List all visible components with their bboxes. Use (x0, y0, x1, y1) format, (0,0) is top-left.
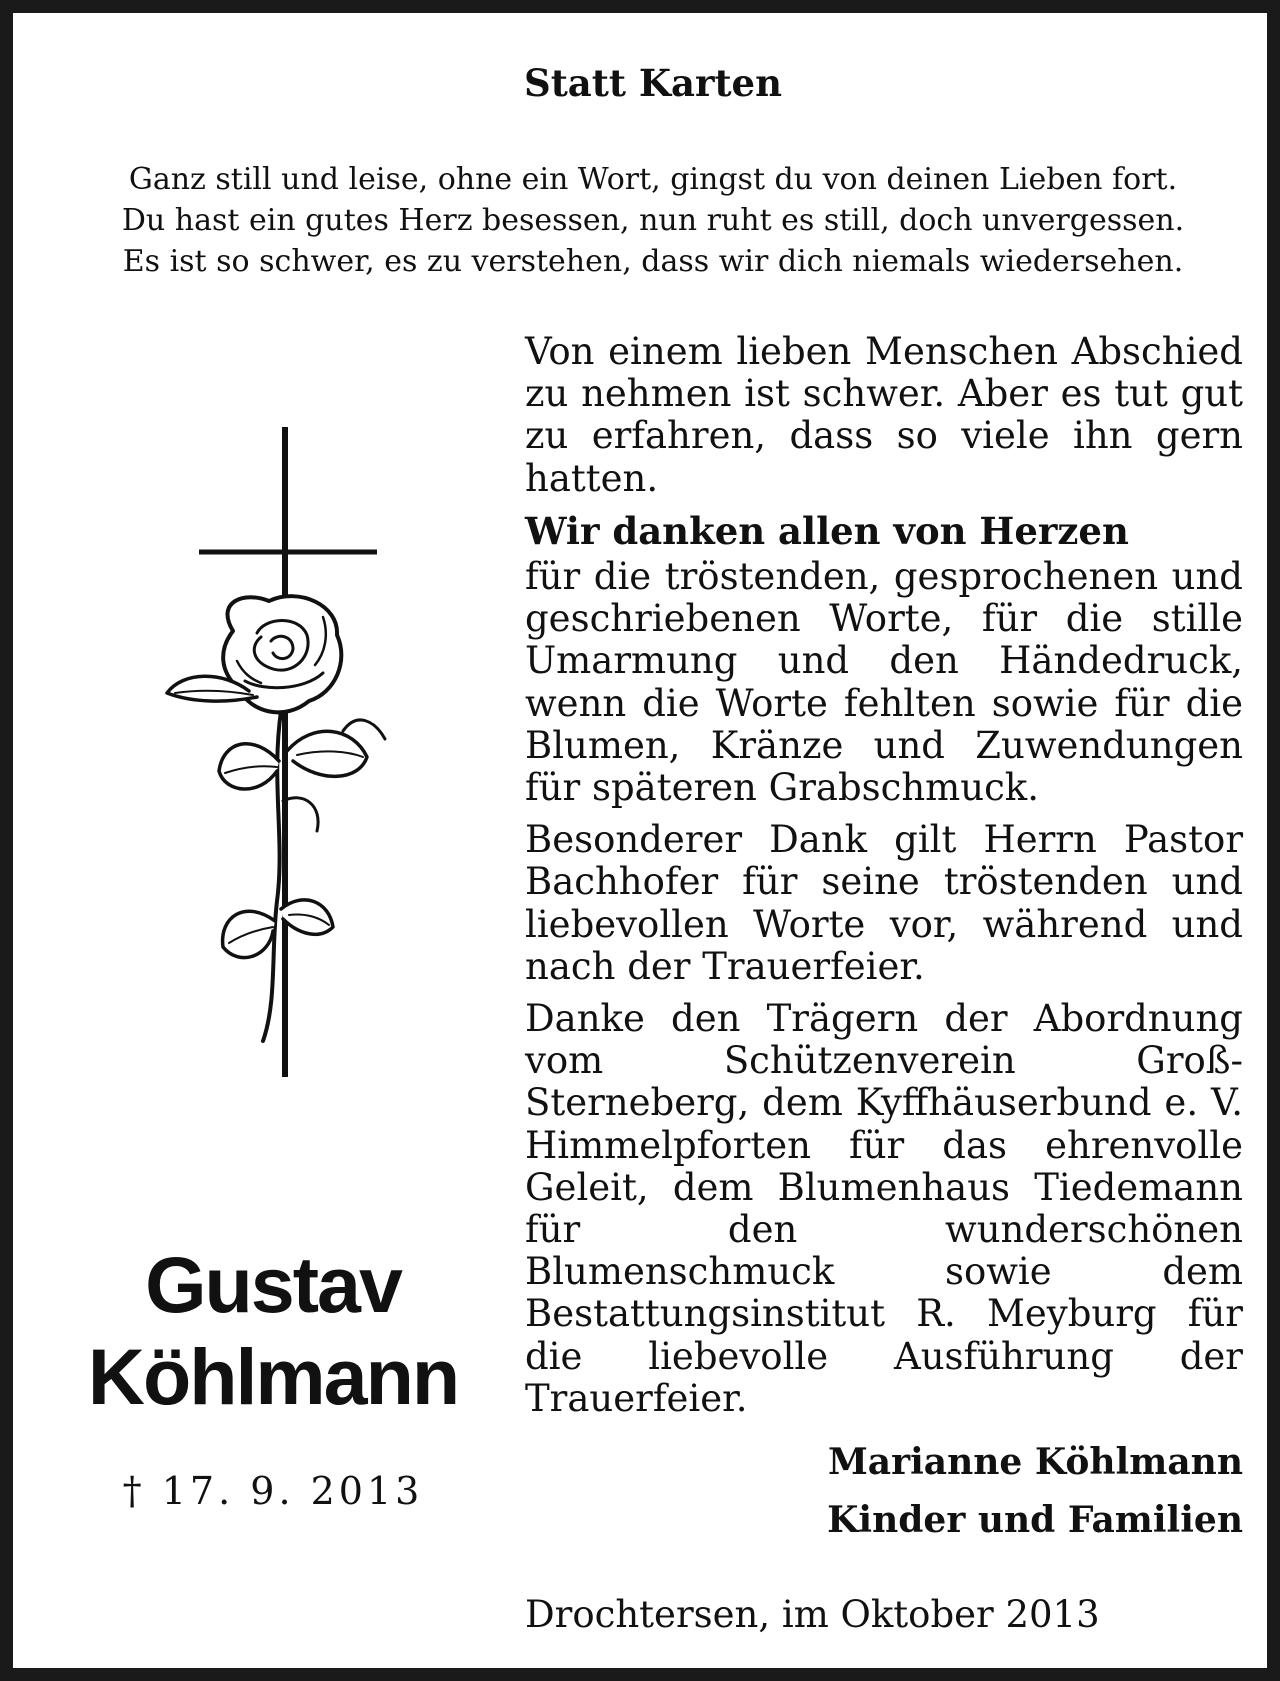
notice-header: Statt Karten (523, 61, 782, 105)
place-and-date: Drochtersen, im Oktober 2013 (525, 1593, 1100, 1636)
deceased-last-name: Köhlmann (87, 1332, 459, 1421)
death-date: † 17. 9. 2013 (122, 1469, 424, 1513)
poem-line: Es ist so schwer, es zu verstehen, dass wir dich niemals wiedersehen. (122, 244, 1184, 279)
thanks-paragraph: für die tröstenden, gesprochenen und geschriebenen Worte, für die stille Umarmung und den Händedruck, wenn die Worte fehlten sowie für die Blumen, Kränze und Zuwendungen für späteren Grabschmuck. (525, 555, 1243, 810)
pastor-paragraph: Besonderer Dank gilt Herrn Pastor Bachhofer für seine tröstenden und liebevollen Worte vor, während und nach der Trauerfeier. (525, 818, 1243, 988)
cross-with-rose-icon (153, 421, 413, 1081)
signature-line: Kinder und Familien (827, 1499, 1243, 1541)
thank-you-text (525, 331, 1243, 1430)
deceased-first-name: Gustav (145, 1240, 401, 1329)
bearers-paragraph: Danke den Trägern der Abordnung vom Schützenverein Groß-Sterneberg, dem Kyffhäuserbund e. V. Himmelpforten für das ehrenvolle Geleit, dem Blumenhaus Tiedemann für den wunderschönen Blumenschmuck sowie dem Bestattungsinstitut R. Meyburg für die liebevolle Ausführung der Trauerfeier. (525, 997, 1243, 1420)
thanks-heading: Wir danken allen von Herzen (525, 508, 1129, 553)
poem-line: Du hast ein gutes Herz besessen, nun ruht es still, doch unvergessen. (121, 203, 1185, 238)
poem-line: Ganz still und leise, ohne ein Wort, gingst du von deinen Lieben fort. (128, 162, 1178, 197)
intro-paragraph: Von einem lieben Menschen Abschied zu nehmen ist schwer. Aber es tut gut zu erfahren, dass so viele ihn gern hatten. (525, 330, 1243, 500)
signature-line: Marianne Köhlmann (827, 1441, 1243, 1483)
poem (53, 159, 1253, 282)
